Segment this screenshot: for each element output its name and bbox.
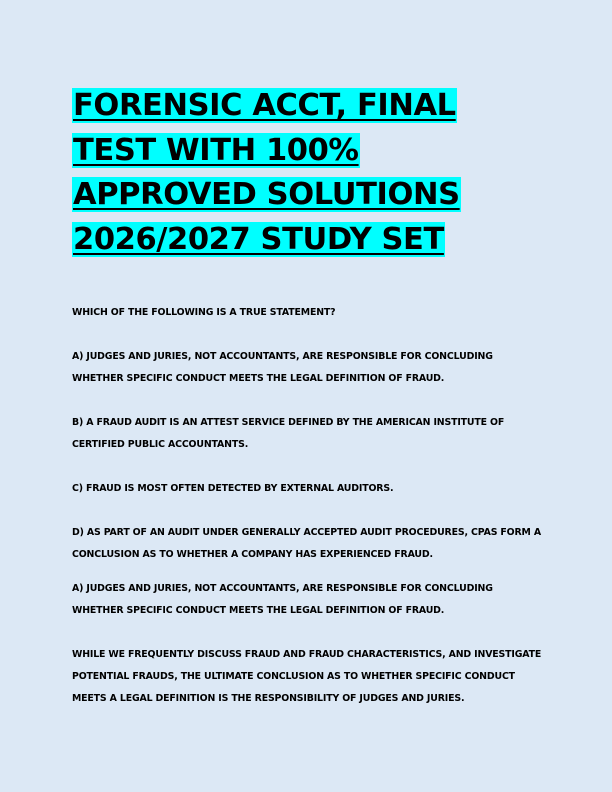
document-title xyxy=(72,84,542,262)
option-b: B) A FRAUD AUDIT IS AN ATTEST SERVICE DEFINED BY THE AMERICAN INSTITUTE OF CERTIFIED PUBLIC ACCOUNTANTS. xyxy=(72,417,505,450)
answer-text: A) JUDGES AND JURIES, NOT ACCOUNTANTS, ARE RESPONSIBLE FOR CONCLUDING WHETHER SPECIFIC CONDUCT MEETS THE LEGAL DEFINITION OF FRAUD. xyxy=(72,583,493,616)
option-d: D) AS PART OF AN AUDIT UNDER GENERALLY ACCEPTED AUDIT PROCEDURES, CPAS FORM A CONCLUSION AS TO WHETHER A COMPANY HAS EXPERIENCED FRAUD. xyxy=(72,527,541,560)
question-text: WHICH OF THE FOLLOWING IS A TRUE STATEMENT? xyxy=(72,307,336,318)
document-title-text: FORENSIC ACCT, FINAL TEST WITH 100% APPROVED SOLUTIONS 2026/2027 STUDY SET xyxy=(73,88,460,257)
explanation-text: WHILE WE FREQUENTLY DISCUSS FRAUD AND FRAUD CHARACTERISTICS, AND INVESTIGATE POTENTIAL FRAUDS, THE ULTIMATE CONCLUSION AS TO WHETHER SPECIFIC CONDUCT MEETS A LEGAL DEFINITION IS THE RESPONSIBILITY OF JUDGES AND JURIES. xyxy=(72,649,542,704)
option-c: C) FRAUD IS MOST OFTEN DETECTED BY EXTERNAL AUDITORS. xyxy=(72,483,394,494)
option-a: A) JUDGES AND JURIES, NOT ACCOUNTANTS, ARE RESPONSIBLE FOR CONCLUDING WHETHER SPECIFIC CONDUCT MEETS THE LEGAL DEFINITION OF FRAUD. xyxy=(72,351,493,384)
